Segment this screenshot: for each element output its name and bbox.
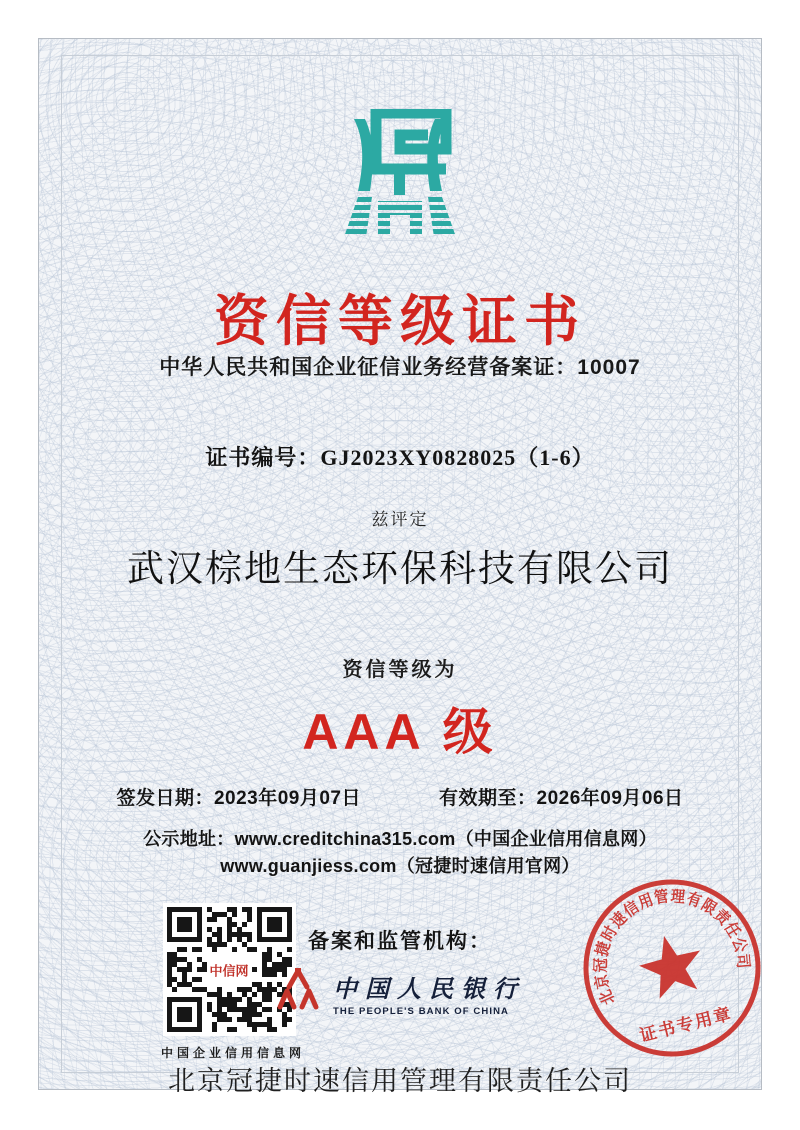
credit-grade: AAA 级	[302, 704, 498, 760]
regulator-label: 备案和监管机构：	[308, 929, 492, 953]
certificate-body	[38, 38, 762, 1096]
pboc-emblem-icon	[275, 967, 321, 1018]
public-urls	[39, 826, 761, 880]
certificate-subtitle: 中华人民共和国企业征信业务经营备案证：10007	[159, 356, 641, 379]
issuer-company-name: 北京冠捷时速信用管理有限责任公司	[168, 1066, 632, 1096]
certificate-number: 证书编号：GJ2023XY0828025（1-6）	[205, 445, 595, 470]
pboc-text	[333, 969, 525, 1017]
certificate-title: 资信等级证书	[213, 290, 586, 352]
qr-caption: 中国企业信用信息网	[161, 1046, 306, 1060]
hereby-label: 兹评定	[371, 510, 429, 529]
issue-date: 签发日期：2023年09月07日	[116, 788, 361, 809]
pboc-name-en: THE PEOPLE'S BANK OF CHINA	[333, 1005, 510, 1017]
stamp-bottom-text: 证书专用章	[637, 1004, 735, 1046]
stamp-star-icon	[634, 928, 709, 1001]
certificate-seal-icon	[559, 855, 784, 1080]
url-line-1: 公示地址：www.creditchina315.com（中国企业信用信息网）	[143, 829, 657, 849]
valid-until-date: 有效期至：2026年09月06日	[439, 788, 684, 809]
grade-label: 资信等级为	[342, 659, 458, 681]
qr-center-label: 中信网	[207, 959, 250, 980]
date-row	[39, 783, 761, 810]
pboc-name-cn: 中国人民银行	[333, 976, 525, 1003]
rated-company-name: 武汉棕地生态环保科技有限公司	[127, 549, 673, 590]
stamp-ring-text: 北京冠捷时速信用管理有限责任公司	[592, 888, 752, 1008]
url-line-2: www.guanjiess.com（冠捷时速信用官网）	[220, 856, 580, 876]
gj-credit-logo-icon	[39, 109, 761, 246]
